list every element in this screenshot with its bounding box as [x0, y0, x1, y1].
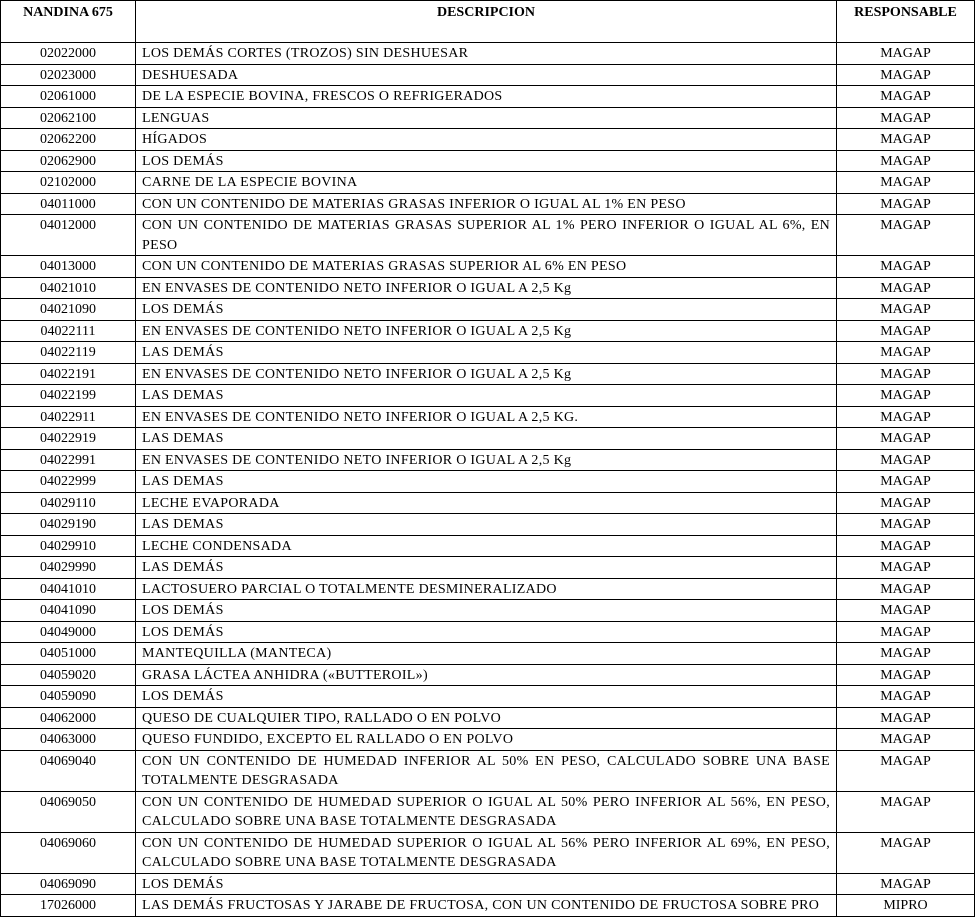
table-row — [1, 320, 975, 342]
description-cell: LECHE CONDENSADA — [136, 535, 837, 557]
description-cell: LOS DEMÁS — [136, 621, 837, 643]
description-cell: LAS DEMÁS — [136, 342, 837, 364]
description-cell: LOS DEMÁS — [136, 600, 837, 622]
responsible-cell: MAGAP — [837, 707, 975, 729]
table-row — [1, 277, 975, 299]
code-cell: 04021090 — [1, 299, 136, 321]
table-row — [1, 107, 975, 129]
description-cell: LOS DEMÁS — [136, 150, 837, 172]
table-header — [1, 1, 975, 43]
code-cell: 04022991 — [1, 449, 136, 471]
description-cell: DE LA ESPECIE BOVINA, FRESCOS O REFRIGERADOS — [136, 86, 837, 108]
description-cell: HÍGADOS — [136, 129, 837, 151]
responsible-cell: MAGAP — [837, 791, 975, 832]
responsible-cell: MAGAP — [837, 578, 975, 600]
code-cell: 04022191 — [1, 363, 136, 385]
responsible-cell: MAGAP — [837, 406, 975, 428]
description-cell: EN ENVASES DE CONTENIDO NETO INFERIOR O IGUAL A 2,5 KG. — [136, 406, 837, 428]
responsible-cell: MAGAP — [837, 193, 975, 215]
responsible-cell: MAGAP — [837, 320, 975, 342]
responsible-cell: MAGAP — [837, 385, 975, 407]
responsible-cell: MAGAP — [837, 471, 975, 493]
code-cell: 02022000 — [1, 43, 136, 65]
code-cell: 04029190 — [1, 514, 136, 536]
table-row — [1, 557, 975, 579]
table-body — [1, 43, 975, 917]
responsible-cell: MAGAP — [837, 64, 975, 86]
responsible-cell: MAGAP — [837, 643, 975, 665]
code-cell: 04029910 — [1, 535, 136, 557]
responsible-cell: MAGAP — [837, 600, 975, 622]
code-cell: 04029990 — [1, 557, 136, 579]
description-cell: CON UN CONTENIDO DE MATERIAS GRASAS SUPERIOR AL 6% EN PESO — [136, 256, 837, 278]
responsible-cell: MAGAP — [837, 664, 975, 686]
table-row — [1, 215, 975, 256]
description-cell: GRASA LÁCTEA ANHIDRA («BUTTEROIL») — [136, 664, 837, 686]
responsible-cell: MAGAP — [837, 129, 975, 151]
table-row — [1, 129, 975, 151]
code-cell: 04062000 — [1, 707, 136, 729]
table-row — [1, 172, 975, 194]
description-cell: QUESO DE CUALQUIER TIPO, RALLADO O EN POLVO — [136, 707, 837, 729]
responsible-cell: MAGAP — [837, 873, 975, 895]
responsible-cell: MAGAP — [837, 557, 975, 579]
description-cell: LOS DEMÁS — [136, 686, 837, 708]
description-cell: LOS DEMÁS — [136, 873, 837, 895]
table-row — [1, 535, 975, 557]
code-cell: 04069040 — [1, 750, 136, 791]
code-cell: 04012000 — [1, 215, 136, 256]
responsible-cell: MAGAP — [837, 729, 975, 751]
code-cell: 02062200 — [1, 129, 136, 151]
header-description: DESCRIPCION — [136, 1, 837, 43]
responsible-cell: MAGAP — [837, 686, 975, 708]
responsible-cell: MAGAP — [837, 215, 975, 256]
code-cell: 04041090 — [1, 600, 136, 622]
table-row — [1, 363, 975, 385]
table-row — [1, 729, 975, 751]
responsible-cell: MAGAP — [837, 150, 975, 172]
description-cell: LAS DEMAS — [136, 385, 837, 407]
table-row — [1, 686, 975, 708]
description-cell: LAS DEMAS — [136, 428, 837, 450]
responsible-cell: MAGAP — [837, 492, 975, 514]
code-cell: 04022999 — [1, 471, 136, 493]
table-row — [1, 193, 975, 215]
table-row — [1, 449, 975, 471]
code-cell: 04029110 — [1, 492, 136, 514]
table-row — [1, 492, 975, 514]
table-row — [1, 578, 975, 600]
description-cell: DESHUESADA — [136, 64, 837, 86]
responsible-cell: MAGAP — [837, 86, 975, 108]
table-row — [1, 873, 975, 895]
code-cell: 04022919 — [1, 428, 136, 450]
table-row — [1, 664, 975, 686]
code-cell: 04041010 — [1, 578, 136, 600]
description-cell: LENGUAS — [136, 107, 837, 129]
description-cell: EN ENVASES DE CONTENIDO NETO INFERIOR O IGUAL A 2,5 Kg — [136, 449, 837, 471]
code-cell: 04069090 — [1, 873, 136, 895]
table-row — [1, 895, 975, 917]
responsible-cell: MAGAP — [837, 535, 975, 557]
table-row — [1, 406, 975, 428]
code-cell: 04049000 — [1, 621, 136, 643]
description-cell: MANTEQUILLA (MANTECA) — [136, 643, 837, 665]
table-row — [1, 750, 975, 791]
header-row — [1, 1, 975, 43]
responsible-cell: MAGAP — [837, 107, 975, 129]
responsible-cell: MAGAP — [837, 299, 975, 321]
responsible-cell: MAGAP — [837, 449, 975, 471]
description-cell: LOS DEMÁS — [136, 299, 837, 321]
description-cell: LAS DEMÁS — [136, 557, 837, 579]
code-cell: 04059090 — [1, 686, 136, 708]
code-cell: 02061000 — [1, 86, 136, 108]
code-cell: 04059020 — [1, 664, 136, 686]
description-cell: CON UN CONTENIDO DE HUMEDAD INFERIOR AL 50% EN PESO, CALCULADO SOBRE UNA BASE TOTALMENTE DESGRASADA — [136, 750, 837, 791]
responsible-cell: MAGAP — [837, 621, 975, 643]
table-row — [1, 342, 975, 364]
responsible-cell: MAGAP — [837, 363, 975, 385]
description-cell: CARNE DE LA ESPECIE BOVINA — [136, 172, 837, 194]
code-cell: 02062100 — [1, 107, 136, 129]
responsible-cell: MAGAP — [837, 750, 975, 791]
table-row — [1, 621, 975, 643]
header-code: NANDINA 675 — [1, 1, 136, 43]
description-cell: CON UN CONTENIDO DE MATERIAS GRASAS INFERIOR O IGUAL AL 1% EN PESO — [136, 193, 837, 215]
table-row — [1, 64, 975, 86]
table-row — [1, 791, 975, 832]
code-cell: 04022199 — [1, 385, 136, 407]
description-cell: LOS DEMÁS CORTES (TROZOS) SIN DESHUESAR — [136, 43, 837, 65]
description-cell: CON UN CONTENIDO DE HUMEDAD SUPERIOR O IGUAL AL 50% PERO INFERIOR AL 56%, EN PESO, CALCULADO SOBRE UNA BASE TOTALMENTE DESGRASADA — [136, 791, 837, 832]
responsible-cell: MAGAP — [837, 514, 975, 536]
description-cell: LAS DEMÁS FRUCTOSAS Y JARABE DE FRUCTOSA, CON UN CONTENIDO DE FRUCTOSA SOBRE PRO — [136, 895, 837, 917]
description-cell: QUESO FUNDIDO, EXCEPTO EL RALLADO O EN POLVO — [136, 729, 837, 751]
responsible-cell: MAGAP — [837, 277, 975, 299]
table-row — [1, 471, 975, 493]
code-cell: 04022911 — [1, 406, 136, 428]
table-row — [1, 385, 975, 407]
description-cell: EN ENVASES DE CONTENIDO NETO INFERIOR O IGUAL A 2,5 Kg — [136, 320, 837, 342]
table-row — [1, 150, 975, 172]
code-cell: 04069050 — [1, 791, 136, 832]
table-row — [1, 514, 975, 536]
description-cell: LAS DEMAS — [136, 471, 837, 493]
responsible-cell: MAGAP — [837, 172, 975, 194]
code-cell: 04013000 — [1, 256, 136, 278]
table-row — [1, 428, 975, 450]
responsible-cell: MIPRO — [837, 895, 975, 917]
table-row — [1, 832, 975, 873]
responsible-cell: MAGAP — [837, 832, 975, 873]
table-row — [1, 600, 975, 622]
description-cell: LECHE EVAPORADA — [136, 492, 837, 514]
table-row — [1, 707, 975, 729]
table-row — [1, 256, 975, 278]
code-cell: 04063000 — [1, 729, 136, 751]
table-row — [1, 86, 975, 108]
code-cell: 04011000 — [1, 193, 136, 215]
responsible-cell: MAGAP — [837, 342, 975, 364]
description-cell: CON UN CONTENIDO DE MATERIAS GRASAS SUPERIOR AL 1% PERO INFERIOR O IGUAL AL 6%, EN PESO — [136, 215, 837, 256]
table-row — [1, 299, 975, 321]
code-cell: 02062900 — [1, 150, 136, 172]
code-cell: 04022119 — [1, 342, 136, 364]
code-cell: 04021010 — [1, 277, 136, 299]
responsible-cell: MAGAP — [837, 43, 975, 65]
code-cell: 04022111 — [1, 320, 136, 342]
description-cell: EN ENVASES DE CONTENIDO NETO INFERIOR O IGUAL A 2,5 Kg — [136, 277, 837, 299]
code-cell: 04069060 — [1, 832, 136, 873]
description-cell: EN ENVASES DE CONTENIDO NETO INFERIOR O IGUAL A 2,5 Kg — [136, 363, 837, 385]
code-cell: 02023000 — [1, 64, 136, 86]
responsible-cell: MAGAP — [837, 428, 975, 450]
header-responsible: RESPONSABLE — [837, 1, 975, 43]
code-cell: 04051000 — [1, 643, 136, 665]
responsible-cell: MAGAP — [837, 256, 975, 278]
description-cell: CON UN CONTENIDO DE HUMEDAD SUPERIOR O IGUAL AL 56% PERO INFERIOR AL 69%, EN PESO, CALCULADO SOBRE UNA BASE TOTALMENTE DESGRASADA — [136, 832, 837, 873]
description-cell: LACTOSUERO PARCIAL O TOTALMENTE DESMINERALIZADO — [136, 578, 837, 600]
table-row — [1, 643, 975, 665]
code-cell: 02102000 — [1, 172, 136, 194]
code-cell: 17026000 — [1, 895, 136, 917]
table-row — [1, 43, 975, 65]
description-cell: LAS DEMAS — [136, 514, 837, 536]
